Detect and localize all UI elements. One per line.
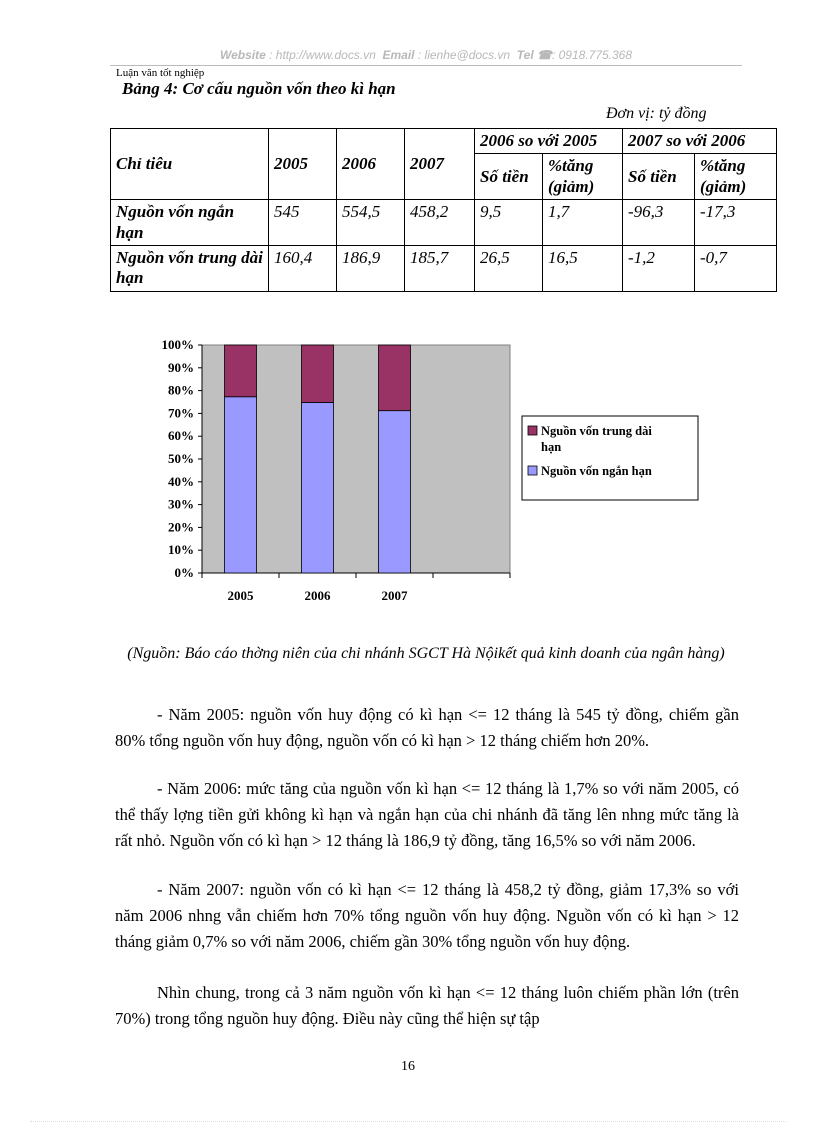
cell-2007: 185,7 <box>405 245 475 291</box>
bar-short-term-2005 <box>225 397 257 573</box>
cell-2005: 160,4 <box>269 245 337 291</box>
y-tick-label: 80% <box>168 382 194 398</box>
x-tick-label: 2005 <box>227 588 254 603</box>
y-tick-label: 30% <box>168 496 194 512</box>
footer-divider <box>30 1121 786 1122</box>
cell-amount-1: 26,5 <box>475 245 543 291</box>
table-title: Bảng 4: Cơ cấu nguồn vốn theo kì hạn <box>122 79 396 98</box>
y-tick-label: 10% <box>168 542 194 558</box>
y-tick-label: 90% <box>168 359 194 375</box>
sub-header-amount: Số tiền <box>475 154 543 200</box>
bar-medium-long-term-2007 <box>379 345 411 411</box>
table-row <box>111 245 777 291</box>
bar-medium-long-term-2006 <box>302 345 334 402</box>
paragraph: - Năm 2007: nguồn vốn có kì hạn <= 12 tháng là 458,2 tỷ đồng, giảm 17,3% so với năm 2006 nhng vẫn chiếm hơn 70% tổng nguồn vốn huy động. Nguồn vốn có kì hạn > 12 tháng giảm 0,7% so với năm 2006, chiếm gần 30% tổng nguồn vốn huy động. <box>115 880 739 951</box>
legend-swatch <box>528 426 537 435</box>
col-2007-header: 2007 <box>405 129 475 200</box>
tel-label: Tel ☎ <box>516 48 552 62</box>
website-value[interactable]: : http://www.docs.vn <box>269 48 376 62</box>
page-number: 16 <box>401 1059 415 1074</box>
cell-amount-2: -1,2 <box>623 245 695 291</box>
legend-label: Nguồn vốn trung dài hạn <box>541 424 652 454</box>
tel-value: : 0918.775.368 <box>551 48 633 62</box>
cell-amount-2: -96,3 <box>623 200 695 246</box>
source-note: (Nguồn: Báo cáo thờng niên của chi nhánh SGCT Hà Nộikết quả kinh doanh của ngân hàng) <box>127 645 725 662</box>
y-tick-label: 60% <box>168 428 194 444</box>
website-label: Website <box>219 48 266 62</box>
email-label: Email <box>382 48 415 62</box>
cell-amount-1: 9,5 <box>475 200 543 246</box>
y-tick-label: 20% <box>168 519 194 535</box>
bar-short-term-2007 <box>379 411 411 573</box>
y-tick-label: 40% <box>168 473 194 489</box>
y-tick-label: 50% <box>168 451 194 466</box>
capital-structure-chart <box>140 332 720 617</box>
cell-pct-1: 16,5 <box>543 245 623 291</box>
y-tick-label: 70% <box>168 405 194 421</box>
legend-label: Nguồn vốn ngắn hạn <box>541 464 652 478</box>
row-label: Nguồn vốn ngắn hạn <box>111 200 269 246</box>
x-tick-label: 2006 <box>304 588 331 603</box>
group-header-2006-vs-2005: 2006 so với 2005 <box>475 129 623 154</box>
sub-header-pct: %tăng (giảm) <box>695 154 777 200</box>
cell-2005: 545 <box>269 200 337 246</box>
legend-swatch <box>528 466 537 475</box>
thesis-label: Luận văn tốt nghiệp <box>116 67 205 79</box>
y-tick-label: 0% <box>174 565 194 580</box>
sub-header-pct: %tăng (giảm) <box>543 154 623 200</box>
cell-2007: 458,2 <box>405 200 475 246</box>
sub-header-amount: Số tiền <box>623 154 695 200</box>
group-header-2007-vs-2006: 2007 so với 2006 <box>623 129 777 154</box>
bar-short-term-2006 <box>302 402 334 573</box>
cell-2006: 186,9 <box>337 245 405 291</box>
col-indicator-header: Chỉ tiêu <box>111 129 269 200</box>
col-2006-header: 2006 <box>337 129 405 200</box>
table-row <box>111 200 777 246</box>
cell-2006: 554,5 <box>337 200 405 246</box>
row-label: Nguồn vốn trung dài hạn <box>111 245 269 291</box>
page-header <box>110 48 742 66</box>
cell-pct-1: 1,7 <box>543 200 623 246</box>
x-tick-label: 2007 <box>381 588 408 603</box>
paragraph: - Năm 2005: nguồn vốn huy động có kì hạn <= 12 tháng là 545 tỷ đồng, chiếm gần 80% tổng nguồn vốn huy động, nguồn vốn có kì hạn > 12 tháng chiếm hơn 20%. <box>115 705 739 750</box>
capital-structure-table <box>110 128 777 292</box>
paragraph: - Năm 2006: mức tăng của nguồn vốn kì hạn <= 12 tháng là 1,7% so với năm 2005, có thể thấy lợng tiền gửi không kì hạn và ngắn hạn của chi nhánh đã tăng lên nhng mức tăng là rất nhỏ. Nguồn vốn có kì hạn > 12 tháng là 186,9 tỷ đồng, tăng 16,5% so với năm 2006. <box>115 779 739 850</box>
y-tick-label: 100% <box>161 337 194 352</box>
cell-pct-2: -17,3 <box>695 200 777 246</box>
cell-pct-2: -0,7 <box>695 245 777 291</box>
bar-medium-long-term-2005 <box>225 345 257 397</box>
email-value[interactable]: : lienhe@docs.vn <box>417 48 511 62</box>
col-2005-header: 2005 <box>269 129 337 200</box>
paragraph: Nhìn chung, trong cả 3 năm nguồn vốn kì hạn <= 12 tháng luôn chiếm phần lớn (trên 70%) trong tổng nguồn huy động. Điều này cũng thể hiện sự tập <box>115 983 739 1028</box>
unit-label: Đơn vị: tỷ đồng <box>606 105 707 122</box>
